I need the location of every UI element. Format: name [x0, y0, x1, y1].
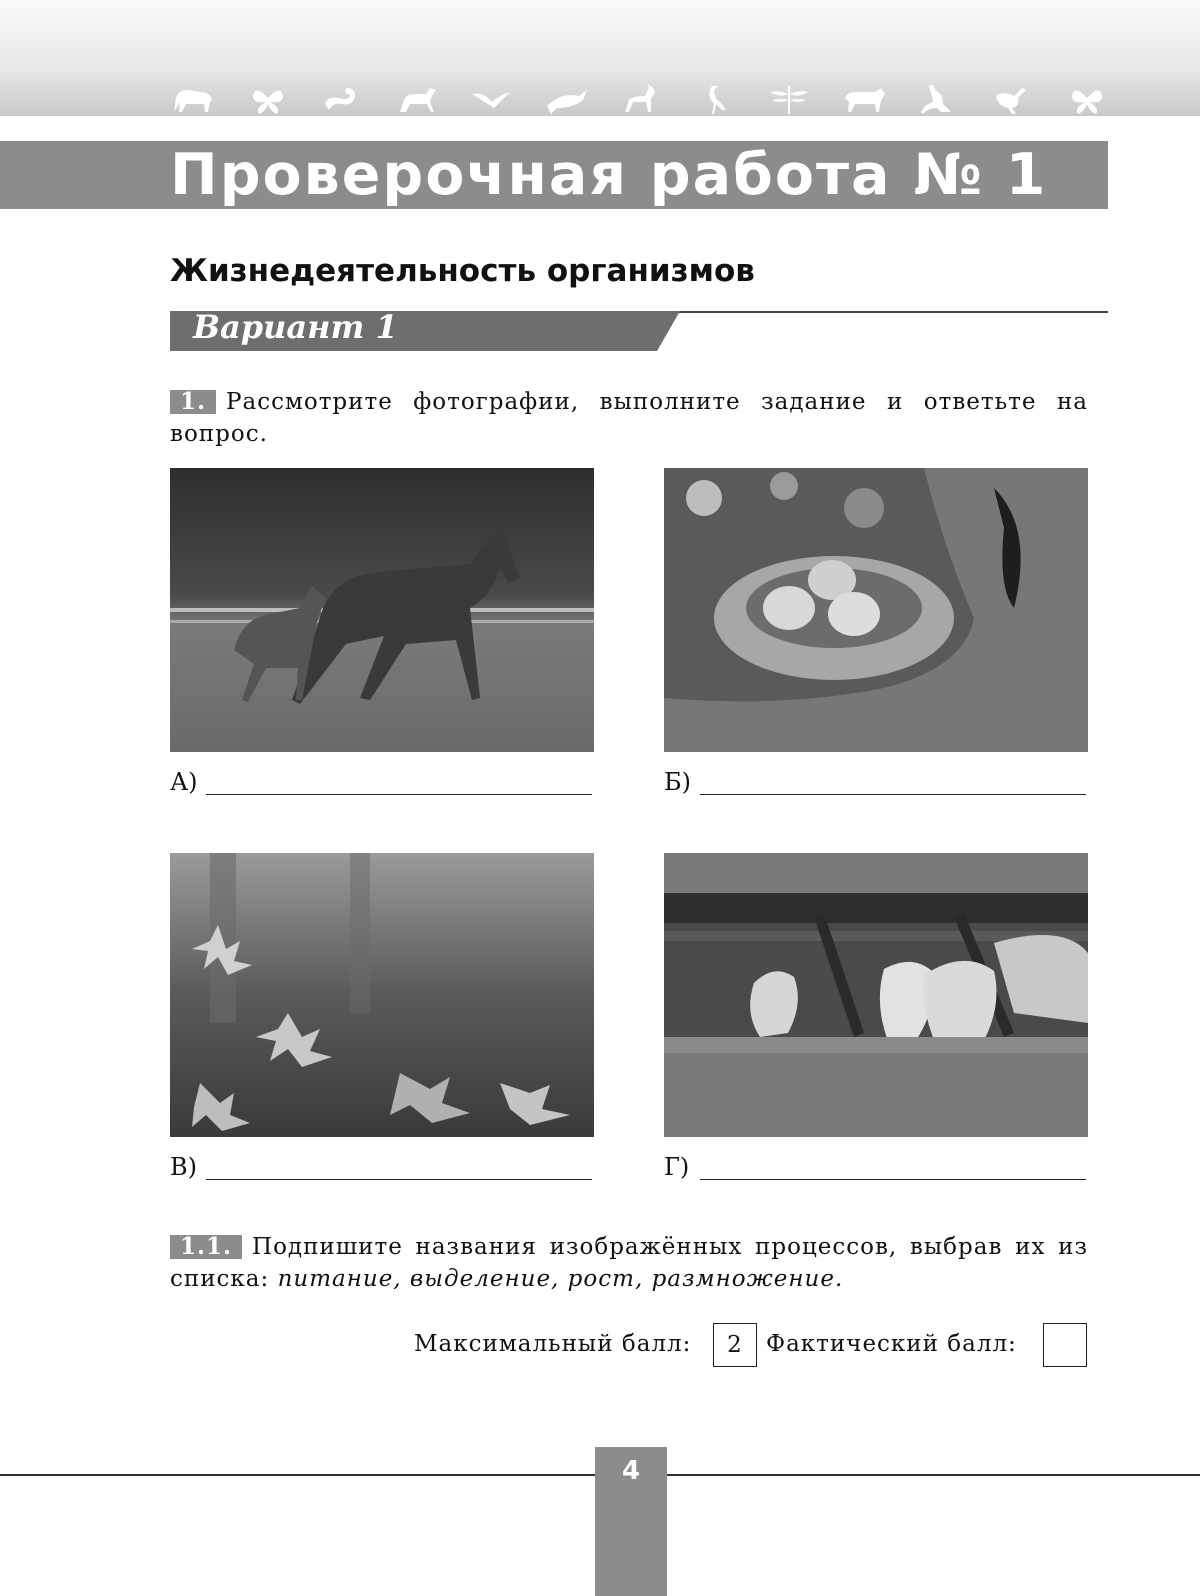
scorpion-icon — [319, 82, 365, 116]
ostrich-icon — [990, 82, 1036, 116]
max-score-box: 2 — [713, 1323, 757, 1367]
bird-icon — [468, 82, 514, 116]
photo-a-horse-and-foal — [170, 468, 594, 752]
task-1-1-number: 1.1. — [170, 1235, 242, 1259]
photo-g-cows-eating — [664, 853, 1088, 1137]
task-1-1 — [170, 1231, 1088, 1295]
answer-b[interactable] — [664, 768, 1086, 798]
answer-g-label: Г) — [664, 1153, 690, 1181]
topic-heading: Жизнедеятельность организмов — [170, 253, 755, 289]
photo-v-falling-leaves — [170, 853, 594, 1137]
answer-v[interactable] — [170, 1153, 592, 1183]
dragonfly-icon — [766, 82, 812, 116]
task-1 — [170, 386, 1088, 450]
kangaroo-icon — [915, 82, 961, 116]
task-1-1-options: питание, выделение, рост, размножение. — [277, 1266, 844, 1292]
answer-a-label: А) — [170, 768, 198, 796]
page-title: Проверочная работа № 1 — [170, 142, 1048, 208]
max-score-label: Максимальный балл: — [414, 1331, 692, 1357]
heron-icon — [692, 82, 738, 116]
deer-icon — [617, 82, 663, 116]
animal-silhouettes-row — [170, 78, 1110, 116]
answer-a[interactable] — [170, 768, 592, 798]
task-1-1-text: Подпишите названия изображённых процессов, выбрав их из списка: — [170, 1234, 1088, 1292]
dolphin-icon — [543, 82, 589, 116]
answer-v-label: В) — [170, 1153, 197, 1181]
variant-label: Вариант 1 — [193, 308, 398, 346]
page-number: 4 — [621, 1456, 641, 1486]
answer-g-line[interactable] — [700, 1179, 1086, 1181]
task-1-number: 1. — [170, 390, 216, 414]
butterfly-icon — [1064, 82, 1110, 116]
butterfly-icon — [245, 82, 291, 116]
answer-a-line[interactable] — [206, 794, 592, 796]
actual-score-box[interactable] — [1043, 1323, 1087, 1367]
photo-b-nest-with-eggs — [664, 468, 1088, 752]
actual-score-label: Фактический балл: — [766, 1331, 1017, 1357]
score-row — [414, 1323, 1088, 1369]
cow-icon — [841, 82, 887, 116]
horse-icon — [394, 82, 440, 116]
answer-v-line[interactable] — [206, 1179, 592, 1181]
answer-g[interactable] — [664, 1153, 1086, 1183]
answer-b-label: Б) — [664, 768, 691, 796]
task-1-text: Рассмотрите фотографии, выполните задание и ответьте на вопрос. — [170, 389, 1088, 447]
bison-icon — [170, 82, 216, 116]
answer-b-line[interactable] — [700, 794, 1086, 796]
